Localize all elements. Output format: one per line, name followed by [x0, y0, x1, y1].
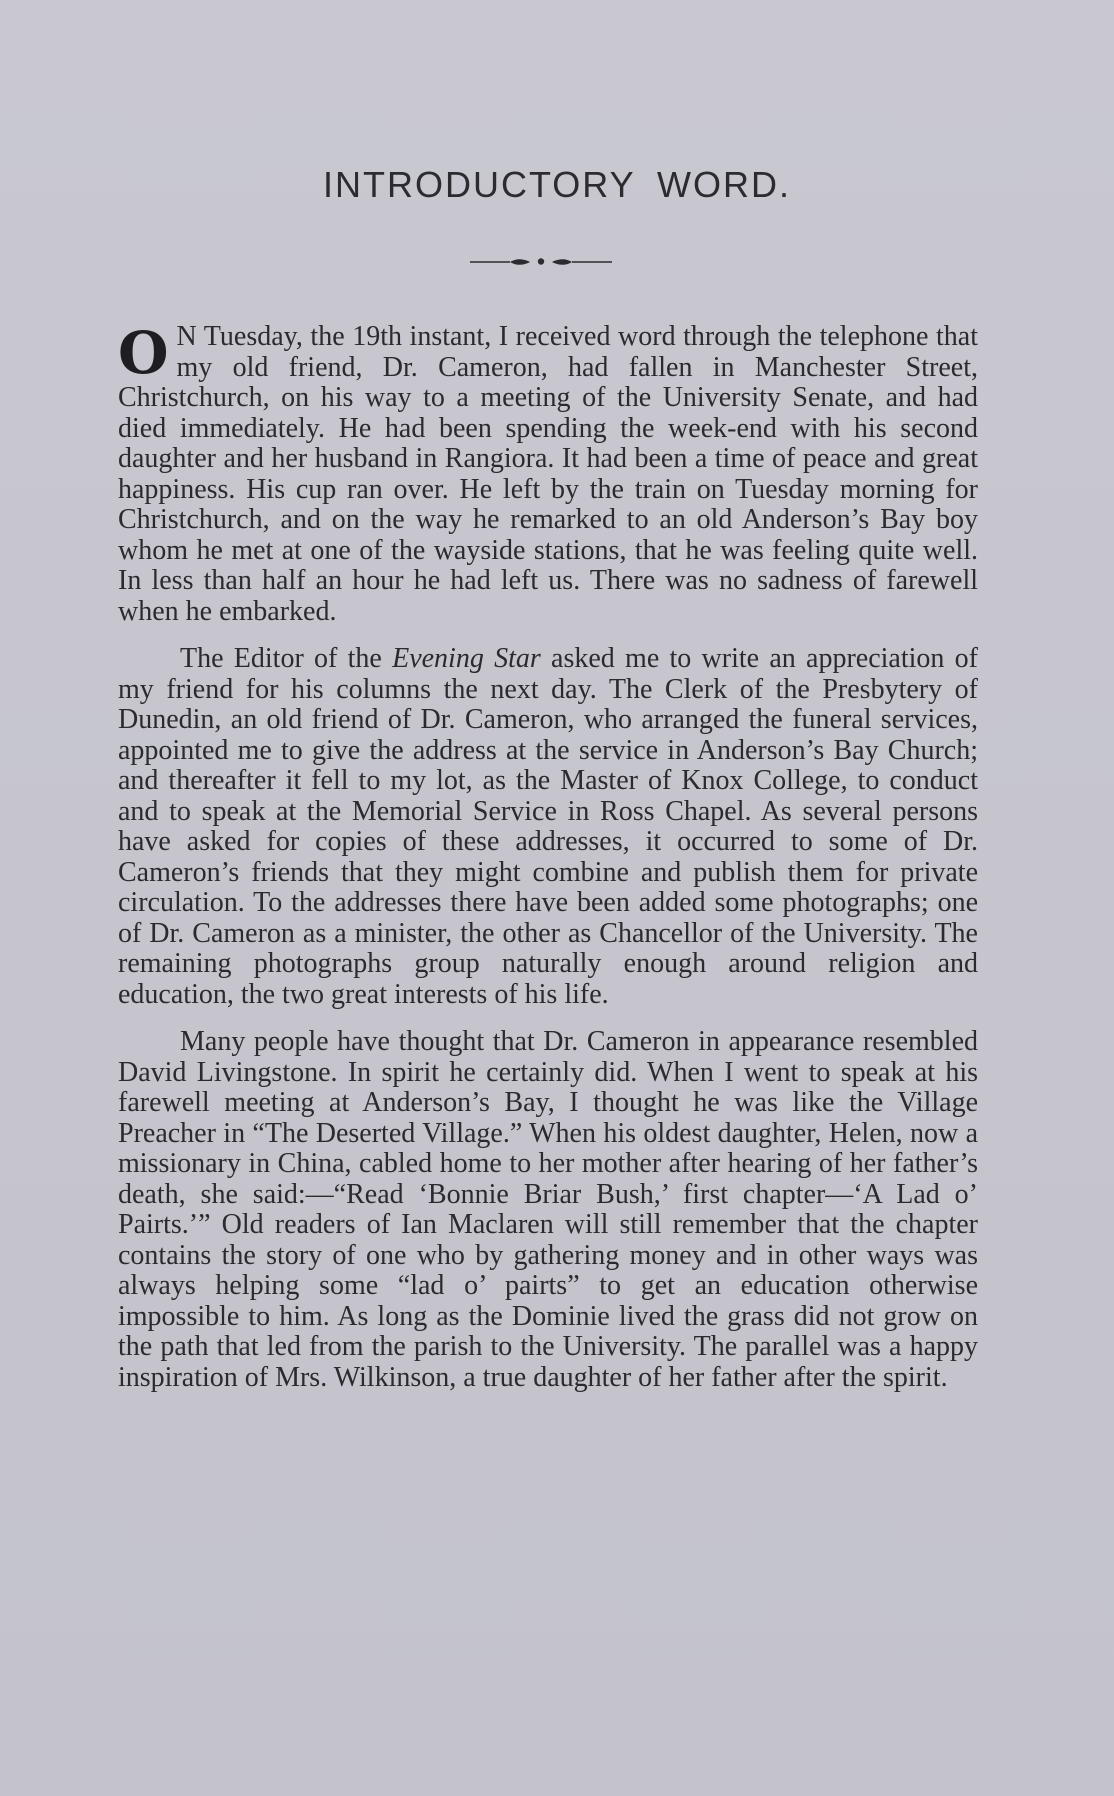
paragraph-3: Many people have thought that Dr. Cameron in appearance resembled David Livingstone. In spirit he certainly did. When I went to speak at his farewell meeting at Anderson’s Bay, I thought he was like the Village Preacher in “The Deserted Village.” When his oldest daughter, Helen, now a missionary in China, cabled home to her mother after hearing of her father’s death, she said:—“Read ‘Bonnie Briar Bush,’ first chapter—‘A Lad o’ Pairts.’” Old readers of Ian Maclaren will still remember that the chapter contains the story of one who by gathering money and in other ways was always helping some “lad o’ pairts” to get an education otherwise impossible to him. As long as the Dominie lived the grass did not grow on the path that led from the parish to the University. The parallel was a happy inspiration of Mrs. Wilkinson, a true daughter of her father after the spirit.: [118, 1026, 978, 1393]
drop-cap: O: [118, 319, 169, 387]
page-title: INTRODUCTORY WORD.: [322, 164, 791, 205]
newspaper-title: Evening Star: [392, 643, 541, 674]
body-text: [118, 319, 978, 1410]
fleuron-divider-icon: [470, 252, 612, 272]
paragraph-2: [118, 644, 978, 1010]
paragraph-2-text-start: The Editor of the: [180, 643, 393, 674]
paragraph-1: [118, 319, 978, 627]
paragraph-1-text: N Tuesday, the 19th instant, I received word through the telephone that my old friend, Dr. Cameron, had fallen in Manchester Street, Christchurch, on his way to a meeting of the University Senate, and had died immediately. He had been spending the week-end with his second daughter and her husband in Rangiora. It had been a time of peace and great happiness. His cup ran over. He left by the train on Tuesday morning for Christchurch, and on the way he remarked to an old Anderson’s Bay boy whom he met at one of the wayside stations, that he was feeling quite well. In less than half an hour he had left us. There was no sadness of farewell when he embarked.: [118, 321, 978, 627]
paragraph-2-text-end: asked me to write an appreciation of my friend for his columns the next day. The Clerk of the Presbytery of Dunedin, an old friend of Dr. Cameron, who arranged the funeral services, appointed me to give the address at the service in Anderson’s Bay Church; and thereafter it fell to my lot, as the Master of Knox College, to conduct and to speak at the Memorial Service in Ross Chapel. As several persons have asked for copies of these addresses, it occurred to some of Dr. Cameron’s friends that they might combine and publish them for private circulation. To the addresses there have been added some photographs; one of Dr. Cameron as a minister, the other as Chancellor of the University. The remaining photographs group naturally enough around religion and education, the two great interests of his life.: [118, 643, 978, 1010]
